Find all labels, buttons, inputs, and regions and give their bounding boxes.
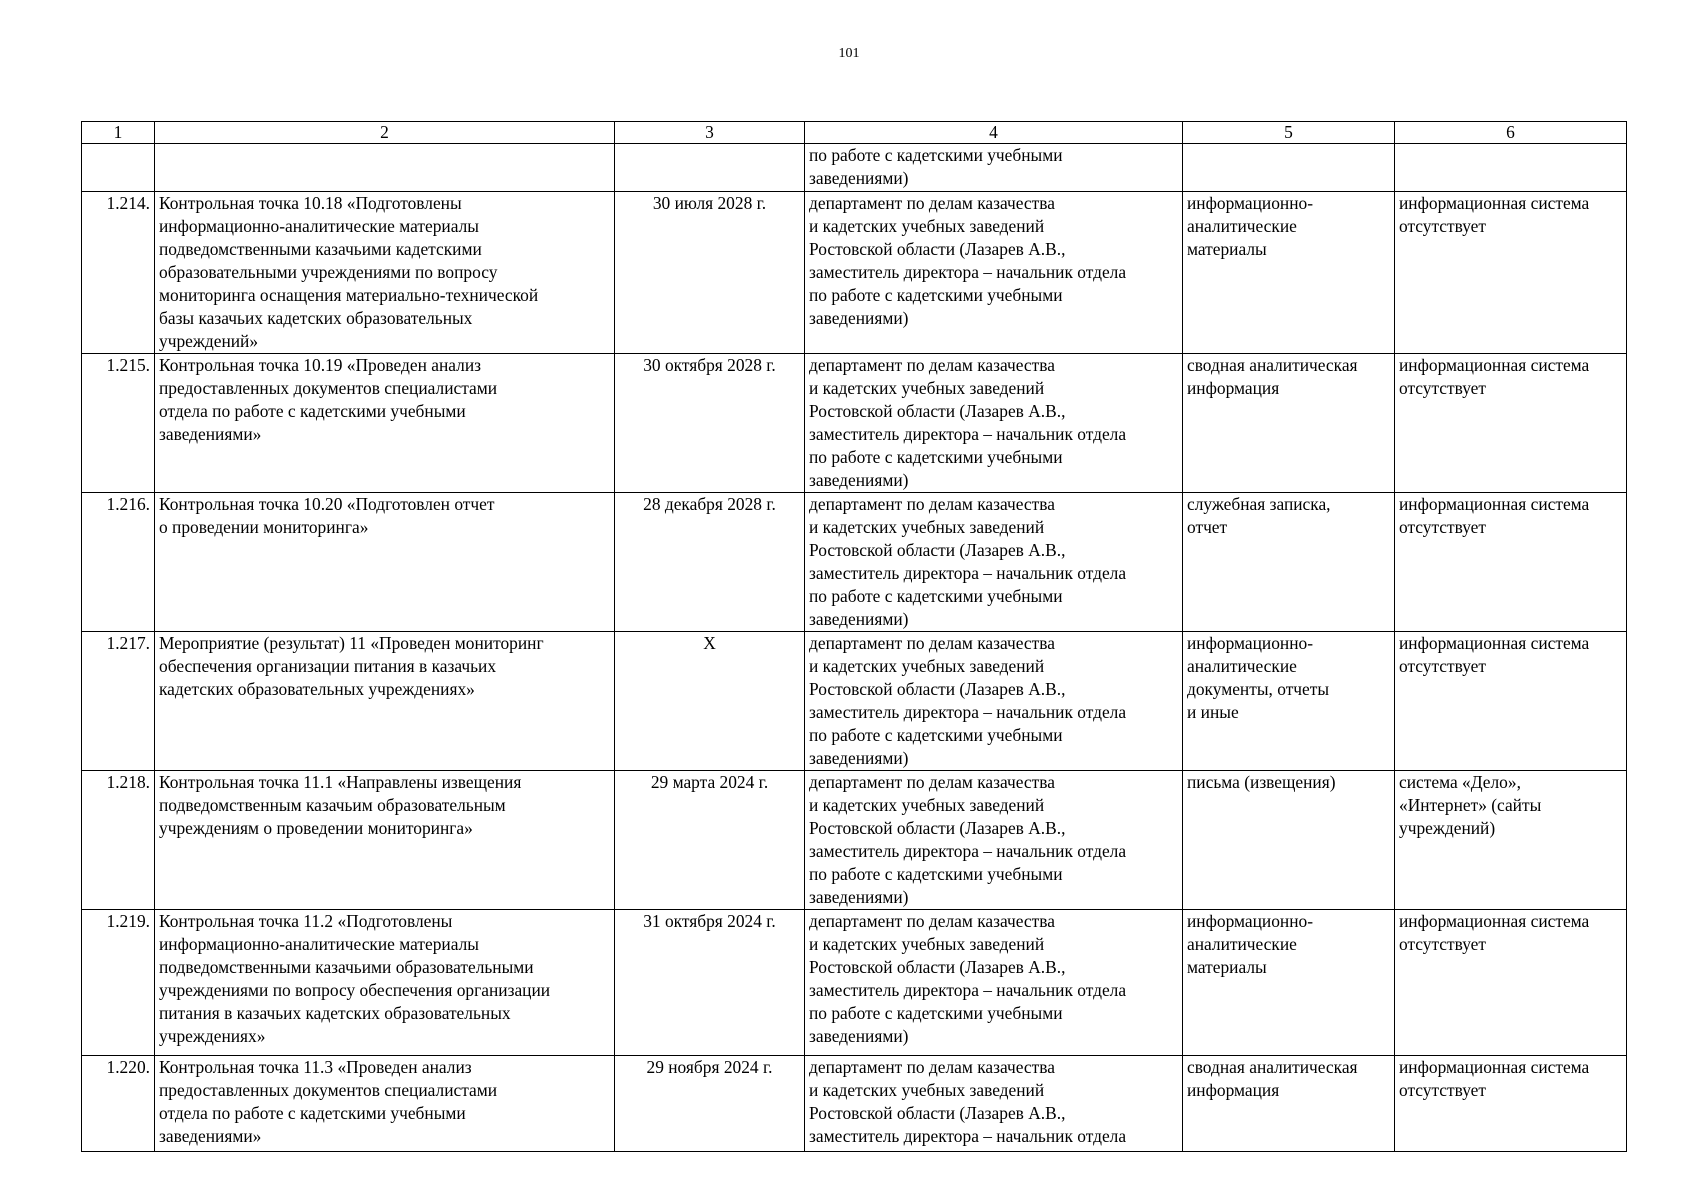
row-name: Контрольная точка 11.1 «Направлены извещения подведомственным казачьим образовательным учреждениям о проведении мониторинга» — [155, 771, 615, 910]
row-document — [1183, 144, 1395, 192]
row-document: письма (извещения) — [1183, 771, 1395, 910]
row-document: сводная аналитическая информация — [1183, 1056, 1395, 1152]
table-row — [82, 144, 1627, 192]
row-document: сводная аналитическая информация — [1183, 354, 1395, 493]
row-date: X — [615, 632, 805, 771]
row-system: информационная система отсутствует — [1395, 632, 1627, 771]
column-header: 1 — [82, 122, 155, 144]
row-system: информационная система отсутствует — [1395, 192, 1627, 354]
row-name — [155, 144, 615, 192]
table-row — [82, 632, 1627, 771]
header-row — [82, 122, 1627, 144]
row-document: информационно- аналитические материалы — [1183, 192, 1395, 354]
row-number: 1.216. — [82, 493, 155, 632]
row-date: 30 июля 2028 г. — [615, 192, 805, 354]
row-system: информационная система отсутствует — [1395, 493, 1627, 632]
column-header: 6 — [1395, 122, 1627, 144]
row-responsible: департамент по делам казачества и кадетских учебных заведений Ростовской области (Лазарев А.В., заместитель директора – начальник отдела по работе с кадетскими учебными заведениями) — [805, 493, 1183, 632]
table-row — [82, 354, 1627, 493]
table-row — [82, 771, 1627, 910]
row-date: 29 ноября 2024 г. — [615, 1056, 805, 1152]
row-name: Мероприятие (результат) 11 «Проведен мониторинг обеспечения организации питания в казачьих кадетских образовательных учреждениях» — [155, 632, 615, 771]
table-row — [82, 1056, 1627, 1152]
row-date: 31 октября 2024 г. — [615, 910, 805, 1056]
column-header: 5 — [1183, 122, 1395, 144]
column-header: 4 — [805, 122, 1183, 144]
row-responsible: по работе с кадетскими учебными заведениями) — [805, 144, 1183, 192]
row-name: Контрольная точка 10.18 «Подготовлены информационно-аналитические материалы подведомственными казачьими кадетскими образовательными учреждениями по вопросу мониторинга оснащения материально-технической базы казачьих кадетских образовательных учреждений» — [155, 192, 615, 354]
row-responsible: департамент по делам казачества и кадетских учебных заведений Ростовской области (Лазарев А.В., заместитель директора – начальник отдела по работе с кадетскими учебными заведениями) — [805, 771, 1183, 910]
table-row — [82, 493, 1627, 632]
activities-table — [81, 121, 1627, 1152]
row-date — [615, 144, 805, 192]
row-number: 1.218. — [82, 771, 155, 910]
row-date: 30 октября 2028 г. — [615, 354, 805, 493]
row-number: 1.219. — [82, 910, 155, 1056]
row-document: информационно- аналитические документы, отчеты и иные — [1183, 632, 1395, 771]
row-responsible: департамент по делам казачества и кадетских учебных заведений Ростовской области (Лазарев А.В., заместитель директора – начальник отдела по работе с кадетскими учебными заведениями) — [805, 192, 1183, 354]
row-system: информационная система отсутствует — [1395, 1056, 1627, 1152]
row-document: информационно- аналитические материалы — [1183, 910, 1395, 1056]
row-responsible: департамент по делам казачества и кадетских учебных заведений Ростовской области (Лазарев А.В., заместитель директора – начальник отдела по работе с кадетскими учебными заведениями) — [805, 354, 1183, 493]
row-number — [82, 144, 155, 192]
row-number: 1.214. — [82, 192, 155, 354]
row-responsible: департамент по делам казачества и кадетских учебных заведений Ростовской области (Лазарев А.В., заместитель директора – начальник отдела — [805, 1056, 1183, 1152]
row-responsible: департамент по делам казачества и кадетских учебных заведений Ростовской области (Лазарев А.В., заместитель директора – начальник отдела по работе с кадетскими учебными заведениями) — [805, 632, 1183, 771]
row-name: Контрольная точка 10.20 «Подготовлен отчет о проведении мониторинга» — [155, 493, 615, 632]
row-name: Контрольная точка 11.2 «Подготовлены информационно-аналитические материалы подведомственными казачьими образовательными учреждениями по вопросу обеспечения организации питания в казачьих кадетских образовательных учреждениях» — [155, 910, 615, 1056]
page-number: 101 — [838, 46, 860, 61]
column-header: 2 — [155, 122, 615, 144]
row-system: система «Дело», «Интернет» (сайты учреждений) — [1395, 771, 1627, 910]
row-system — [1395, 144, 1627, 192]
row-document: служебная записка, отчет — [1183, 493, 1395, 632]
table-row — [82, 910, 1627, 1056]
row-number: 1.220. — [82, 1056, 155, 1152]
row-date: 28 декабря 2028 г. — [615, 493, 805, 632]
row-date: 29 марта 2024 г. — [615, 771, 805, 910]
column-header: 3 — [615, 122, 805, 144]
row-name: Контрольная точка 10.19 «Проведен анализ предоставленных документов специалистами отдела по работе с кадетскими учебными заведениями» — [155, 354, 615, 493]
row-system: информационная система отсутствует — [1395, 354, 1627, 493]
row-system: информационная система отсутствует — [1395, 910, 1627, 1056]
row-number: 1.217. — [82, 632, 155, 771]
table-row — [82, 192, 1627, 354]
row-name: Контрольная точка 11.3 «Проведен анализ предоставленных документов специалистами отдела по работе с кадетскими учебными заведениями» — [155, 1056, 615, 1152]
row-responsible: департамент по делам казачества и кадетских учебных заведений Ростовской области (Лазарев А.В., заместитель директора – начальник отдела по работе с кадетскими учебными заведениями) — [805, 910, 1183, 1056]
row-number: 1.215. — [82, 354, 155, 493]
